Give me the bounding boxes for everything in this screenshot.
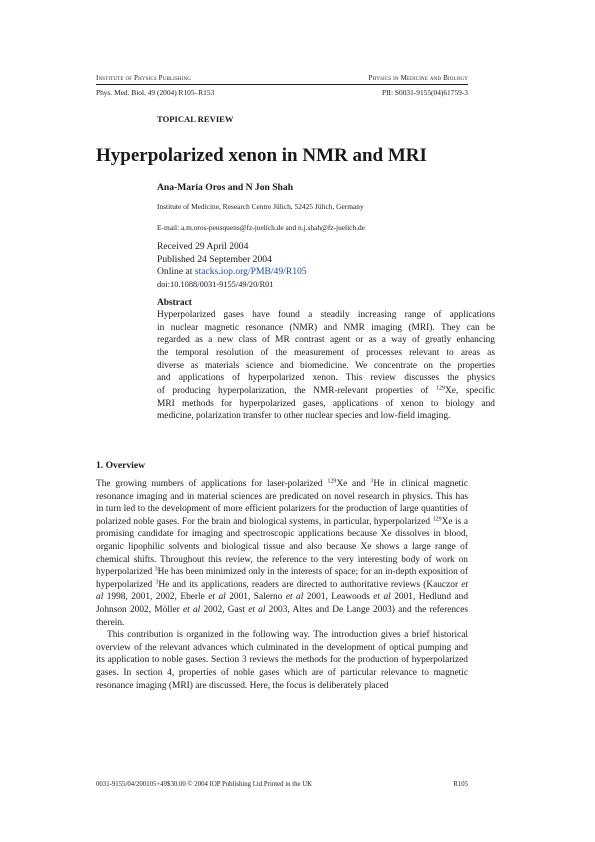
isotope-superscript: 129 <box>432 516 442 523</box>
isotope-superscript: 129 <box>327 478 337 485</box>
text-run: 2002, Gast <box>200 604 249 615</box>
page-number: R105 <box>453 781 468 788</box>
abstract-line: the temporal resolution of the measurement of processes relevant to areas as <box>157 347 495 358</box>
article-type: TOPICAL REVIEW <box>157 114 234 124</box>
text-run: Xe is a promising candidate for imaging and spectroscopic applications because Xe dissolves in blood, organic lipophilic solvents and biological tissue and also because Xe shows a large range of chemical shifts. Throughout this review, the reference to the very interesting body of work on hyperpolarized <box>96 516 468 578</box>
et-al: et al <box>373 592 391 603</box>
authors: Ana-Maria Oros and N Jon Shah <box>157 182 294 193</box>
abstract-line: regarded as a new class of MR contrast agent or as a way of greatly enhancing <box>157 335 495 346</box>
isotope-superscript: 3 <box>154 566 158 573</box>
journal-name: Physics in Medicine and Biology <box>368 74 468 82</box>
article-history <box>157 241 307 291</box>
et-al: et al <box>285 592 304 603</box>
section-heading: 1. Overview <box>96 460 146 471</box>
abstract-line: in nuclear magnetic resonance (NMR) and NMR imaging (MRI). They can be <box>157 322 495 333</box>
abstract-line: medicine, polarization transfer to other nuclear species and low-field imaging. <box>157 411 451 422</box>
doi: doi:10.1088/0031-9155/49/20/R01 <box>157 279 274 289</box>
footer-copyright: 0031-9155/04/200105+49$30.00 © 2004 IOP Publishing Ltd Printed in the UK <box>96 781 313 788</box>
abstract-body <box>157 309 495 423</box>
et-al: et al <box>182 604 201 615</box>
section-body <box>96 478 468 692</box>
et-al: et al <box>96 579 468 603</box>
text-run: 2001, Hedlund and Johnson 2002, Möller <box>96 592 469 615</box>
isotope-superscript: 3 <box>370 478 374 485</box>
article-title: Hyperpolarized xenon in NMR and MRI <box>96 145 427 166</box>
published-date: Published 24 September 2004 <box>157 253 272 265</box>
abstract-heading: Abstract <box>157 298 192 308</box>
et-al: et al <box>248 604 266 615</box>
text-run: 2003, Altes and De Lange 2003) and the references therein. <box>96 604 469 628</box>
abstract-line: Hyperpolarized gases have found a steadily increasing range of applications <box>157 310 495 320</box>
received-date: Received 29 April 2004 <box>157 241 249 252</box>
journal-publisher: Institute of Physics Publishing <box>96 74 192 82</box>
text-run: 2001, Salerno <box>225 592 286 603</box>
text-run: Xe and <box>336 479 371 489</box>
citation: Phys. Med. Biol. 49 (2004) R105–R153 <box>96 88 215 97</box>
abstract-line-xe: of producing hyperpolarization, the NMR-relevant properties of $^{129}$Xe, specific <box>157 385 495 396</box>
text-run: He has been minimized only in the interests of space; for an in-depth exposition of hyperpolarized <box>96 567 468 590</box>
text-run: The growing numbers of applications for laser-polarized <box>96 479 328 489</box>
affiliation: Institute of Medicine, Research Centre Jülich, 52425 Jülich, Germany <box>157 202 364 211</box>
et-al: et al <box>208 592 226 603</box>
text-run: He and its applications, readers are directed to authoritative reviews (Kauczor <box>158 579 462 590</box>
paragraph-2: This contribution is organized in the following way. The introduction gives a brief historical overview of the relevant advances which culminated in the development of optical pumping and its application to noble gases. Section 3 reviews the methods for the production of hyperpolarized gases. In section 4, properties of noble gases which are of particular relevance to magnetic resonance imaging (MRI) are discussed. Here, the focus is deliberately placed <box>96 630 468 691</box>
abstract-line: diverse as materials science and biomedicine. We concentrate on the properties <box>157 360 495 371</box>
text-run: 1998, 2001, 2002, Eberle <box>103 592 209 603</box>
isotope-superscript: 3 <box>155 579 159 586</box>
paragraph-1 <box>96 478 468 629</box>
pii: PII: S0031-9155(04)61759-3 <box>381 88 468 97</box>
text-run: 2001, Leawoods <box>303 592 374 603</box>
text-run: He in clinical magnetic resonance imaging and in material sciences are predicated on novel research in physics. This has in turn led to the development of more efficient polarizers for the production of large quantities of polarized noble gases. For the brain and biological systems, in particular, hyperpolarized <box>96 479 468 527</box>
abstract-line: MRI methods for hyperpolarized gases, applications of xenon to biology and <box>157 398 495 409</box>
header-rule <box>96 84 468 85</box>
email: E-mail: a.m.oros-peusquens@fz-juelich.de and n.j.shah@fz-juelich.de <box>157 223 365 232</box>
online-line: Online at stacks.iop.org/PMB/49/R105 <box>157 266 307 277</box>
online-link[interactable]: stacks.iop.org/PMB/49/R105 <box>194 266 307 277</box>
abstract-line: and applications of hyperpolarized xenon. This review discusses the physics <box>157 373 495 384</box>
